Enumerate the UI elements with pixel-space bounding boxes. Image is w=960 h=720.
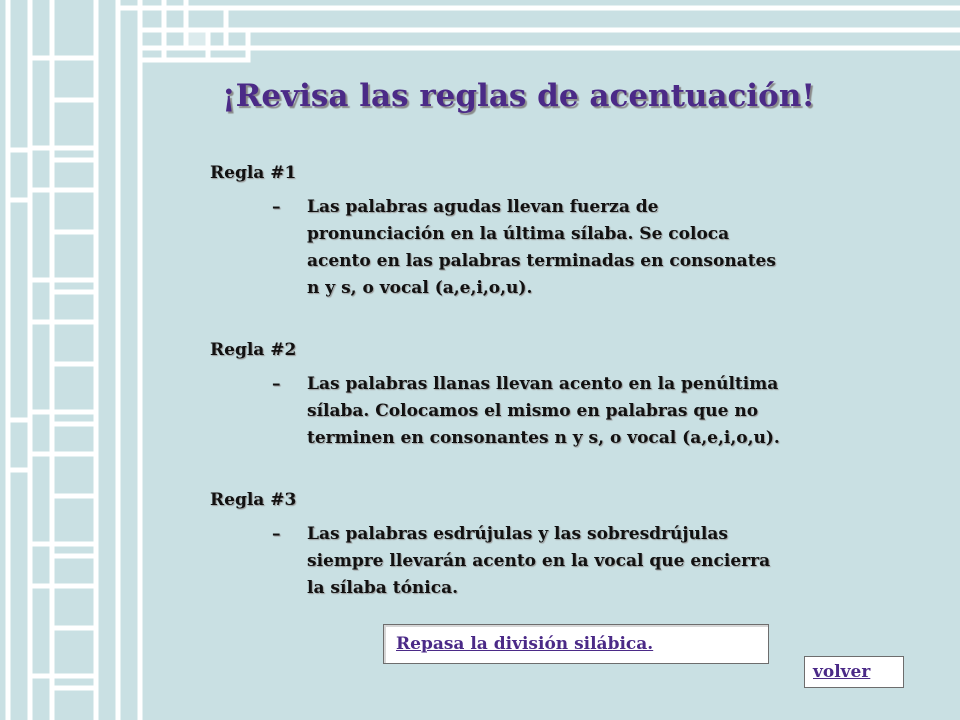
rule-1-line: acento en las palabras terminadas en consonates: [307, 251, 776, 271]
rule-3-text: [272, 521, 907, 602]
rule-1-text: [272, 194, 907, 302]
rule-1-line: n y s, o vocal (a,e,i,o,u).: [307, 278, 533, 298]
rule-2-heading: Regla #2: [210, 340, 297, 360]
bullet-dash: –: [272, 197, 281, 217]
rule-3-line: la sílaba tónica.: [307, 578, 459, 598]
back-button[interactable]: [804, 656, 904, 688]
rule-3-heading: Regla #3: [210, 490, 297, 510]
rule-3-line: siempre llevarán acento en la vocal que encierra: [307, 551, 771, 571]
rule-1-line: pronunciación en la última sílaba. Se coloca: [307, 224, 730, 244]
syllable-division-link-box[interactable]: [383, 624, 769, 664]
rule-2-text: [272, 371, 907, 452]
bullet-dash: –: [272, 524, 281, 544]
rule-1-line: Las palabras agudas llevan fuerza de: [307, 197, 659, 217]
rule-2-line: terminen en consonantes n y s, o vocal (a,e,i,o,u).: [307, 428, 780, 448]
bullet-dash: –: [272, 374, 281, 394]
slide-title: ¡Revisa las reglas de acentuación!: [222, 78, 815, 114]
syllable-division-link[interactable]: Repasa la división silábica.: [396, 634, 654, 654]
rule-1-heading: Regla #1: [210, 163, 297, 183]
rule-2-line: sílaba. Colocamos el mismo en palabras que no: [307, 401, 759, 421]
back-link[interactable]: volver: [813, 662, 871, 682]
rule-3-line: Las palabras esdrújulas y las sobresdrújulas: [307, 524, 728, 544]
rule-2-line: Las palabras llanas llevan acento en la penúltima: [307, 374, 779, 394]
